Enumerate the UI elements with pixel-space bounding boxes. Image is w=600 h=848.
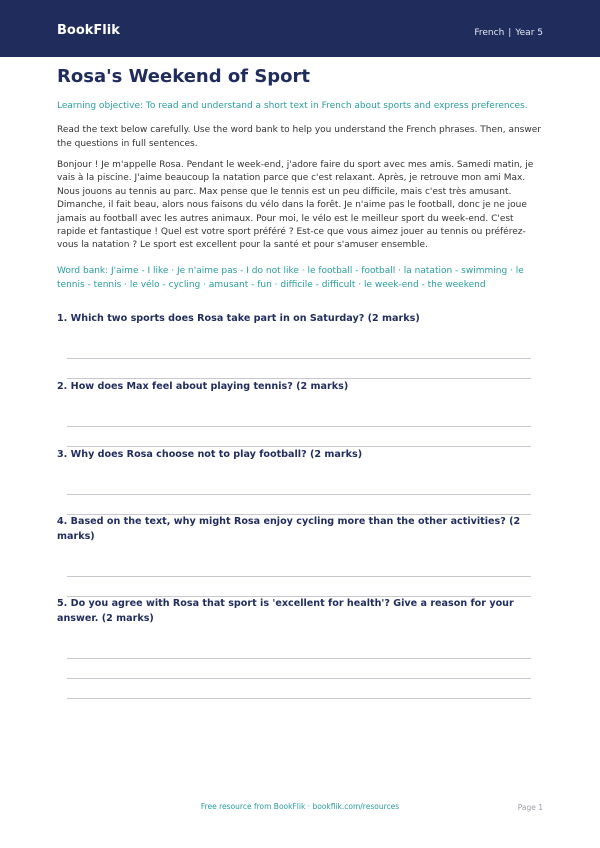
- answer-line[interactable]: [67, 426, 531, 427]
- separator: |: [508, 28, 512, 38]
- answer-line[interactable]: [67, 678, 531, 679]
- year-label: Year 5: [515, 28, 543, 38]
- question-3: 3. Why does Rosa choose not to play football? (2 marks): [57, 449, 363, 460]
- worksheet-heading: [57, 66, 543, 88]
- question-1: 1. Which two sports does Rosa take part in on Saturday? (2 marks): [57, 313, 420, 324]
- instructions-text: Read the text below carefully. Use the word bank to help you understand the French phrases. Then, answer the questions in full sentences.: [57, 125, 541, 149]
- answer-line[interactable]: [67, 658, 531, 659]
- answer-line[interactable]: [67, 576, 531, 577]
- answer-line[interactable]: [67, 698, 531, 699]
- answer-line[interactable]: [67, 494, 531, 495]
- learning-objective: Learning objective: To read and understand a short text in French about sports and express preferences.: [57, 101, 528, 111]
- question-5: 5. Do you agree with Rosa that sport is 'excellent for health'? Give a reason for your answer. (2 marks): [57, 598, 514, 624]
- brand-logo[interactable]: BookFlik: [57, 23, 120, 38]
- reading-passage: Bonjour ! Je m'appelle Rosa. Pendant le week-end, j'adore faire du sport avec mes amis. Samedi matin, je vais à la piscine. J'aime beaucoup la natation parce que c'est relaxant. Après, je retrouve mon ami Max. Nous jouons au tennis au parc. Max pense que le tennis est un peu difficile, mais c'est très amusant. Dimanche, il fait beau, alors nous faisons du vélo dans la forêt. Je n'aime pas le football, donc je ne joue jamais au football avec les autres animaux. Pour moi, le vélo est le meilleur sport du week-end. C'est rapide et fantastique ! Quel est votre sport préféré ? Est-ce que vous aimez jouer au tennis ou préférez-vous la natation ? Le sport est excellent pour la santé et pour s'amuser ensemble.: [57, 160, 534, 251]
- answer-line[interactable]: [67, 358, 531, 359]
- question-2: 2. How does Max feel about playing tennis? (2 marks): [57, 381, 349, 392]
- page-number: Page 1: [517, 803, 543, 812]
- subject-year-label: [474, 27, 543, 39]
- question-4: 4. Based on the text, why might Rosa enjoy cycling more than the other activities? (2 marks): [57, 516, 521, 542]
- subject-label: French: [474, 28, 505, 38]
- header-bar: [0, 0, 600, 57]
- footer-resource-link[interactable]: Free resource from BookFlik · bookflik.com/resources: [200, 802, 400, 811]
- word-bank: Word bank: J'aime - I like · Je n'aime pas - I do not like · le football - football · la natation - swimming · le tennis - tennis · le vélo - cycling · amusant - fun · difficile - difficult · le week-end - the weekend: [57, 266, 524, 290]
- page-title: Rosa's Weekend of Sport: [57, 66, 311, 87]
